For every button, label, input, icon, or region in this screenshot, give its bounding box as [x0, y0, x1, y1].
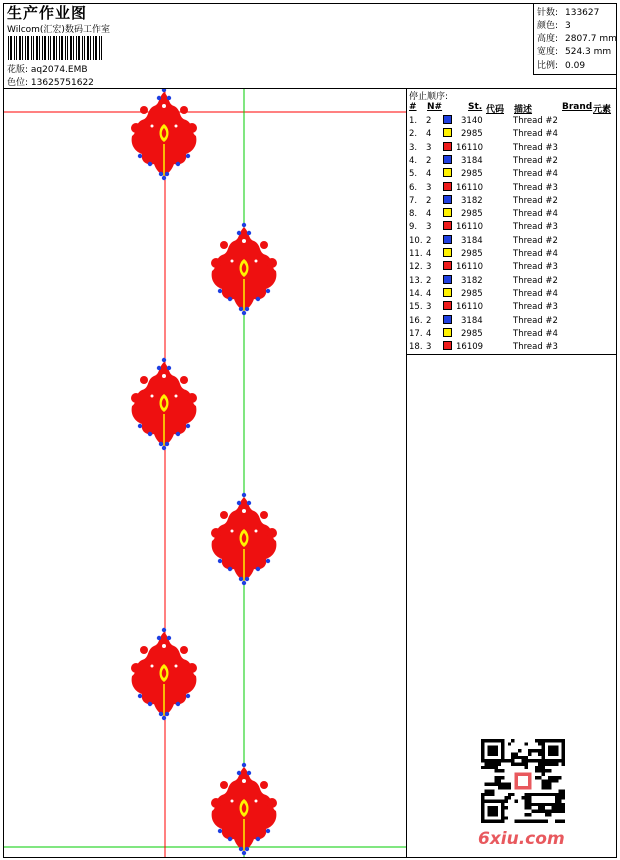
row-desc: Thread #4 — [513, 249, 558, 259]
row-needle: 2 — [426, 315, 432, 326]
row-desc: Thread #4 — [513, 169, 558, 180]
design-canvas — [4, 89, 406, 857]
sequence-row — [408, 315, 608, 328]
row-desc: Thread #2 — [513, 235, 558, 246]
col-index-header: # — [409, 102, 417, 112]
sequence-bottom-divider — [406, 354, 617, 355]
row-code: 2985 — [461, 288, 483, 299]
row-index: 3. — [409, 142, 418, 153]
watermark: 6xiu.com — [478, 829, 565, 849]
stat-stitches — [537, 5, 617, 18]
row-needle: 4 — [426, 209, 432, 220]
row-needle: 3 — [426, 302, 432, 313]
thread-swatch — [443, 341, 452, 350]
stat-value: 524.3 mm — [565, 47, 612, 57]
row-code: 2985 — [461, 249, 483, 259]
row-desc: Thread #2 — [513, 195, 558, 206]
row-index: 5. — [409, 169, 418, 180]
stat-width — [537, 44, 617, 57]
file-value: aq2074.EMB — [30, 65, 88, 75]
row-index: 15. — [409, 302, 423, 313]
row-needle: 3 — [426, 342, 432, 353]
sequence-row — [408, 168, 608, 181]
row-code: 3140 — [461, 116, 483, 126]
row-needle: 3 — [426, 262, 432, 273]
row-index: 6. — [409, 182, 418, 193]
row-index: 7. — [409, 195, 418, 206]
stat-value: 3 — [565, 21, 571, 31]
page-title: 生产作业图 — [7, 4, 88, 22]
col-desc-header: 描述 — [514, 105, 533, 115]
sequence-row — [408, 182, 608, 195]
sequence-row — [408, 261, 608, 274]
color-label: 色位: — [7, 78, 29, 88]
stat-label: 宽度: — [537, 47, 559, 57]
damask-motif — [211, 223, 277, 315]
row-code: 2985 — [461, 129, 483, 140]
sequence-row — [408, 235, 608, 248]
row-code: 3184 — [461, 315, 483, 326]
row-needle: 2 — [426, 116, 432, 126]
row-index: 4. — [409, 155, 418, 166]
row-desc: Thread #3 — [513, 262, 558, 273]
sequence-title: 停止顺序: — [409, 92, 449, 102]
sequence-row — [408, 115, 608, 128]
thread-swatch — [443, 275, 452, 284]
row-desc: Thread #2 — [513, 315, 558, 326]
row-code: 16110 — [456, 302, 484, 313]
stat-height — [537, 31, 617, 44]
row-desc: Thread #2 — [513, 116, 558, 126]
row-desc: Thread #4 — [513, 288, 558, 299]
row-needle: 3 — [426, 182, 432, 193]
thread-swatch — [443, 261, 452, 270]
stat-value: 133627 — [565, 8, 600, 18]
thread-swatch — [443, 195, 452, 204]
row-needle: 3 — [426, 142, 432, 153]
row-index: 13. — [409, 275, 423, 286]
color-value: 13625751622 — [30, 78, 94, 88]
damask-motif — [131, 628, 197, 720]
row-code: 16110 — [456, 222, 484, 233]
row-needle: 3 — [426, 222, 432, 233]
row-code: 3182 — [461, 275, 483, 286]
thread-swatch — [443, 142, 452, 151]
row-index: 10. — [409, 235, 423, 246]
thread-swatch — [443, 128, 452, 137]
color-info — [7, 75, 94, 88]
col-n-header: N# — [427, 102, 443, 112]
panel-divider — [406, 88, 407, 858]
row-code: 2985 — [461, 169, 483, 180]
row-code: 3184 — [461, 235, 483, 246]
row-desc: Thread #3 — [513, 222, 558, 233]
row-needle: 2 — [426, 195, 432, 206]
row-code: 2985 — [461, 328, 483, 339]
sequence-row — [408, 275, 608, 288]
sequence-row — [408, 128, 608, 141]
stat-label: 颜色: — [537, 21, 559, 31]
row-code: 16109 — [456, 342, 484, 353]
row-code: 2985 — [461, 209, 483, 220]
stat-label: 高度: — [537, 34, 559, 44]
row-code: 16110 — [456, 142, 484, 153]
row-index: 11. — [409, 249, 423, 259]
sequence-row — [408, 341, 608, 354]
thread-swatch — [443, 235, 452, 244]
damask-motif — [211, 493, 277, 585]
sequence-row — [408, 301, 608, 314]
thread-swatch — [443, 155, 452, 164]
stat-label: 比例: — [537, 61, 559, 71]
file-info — [7, 62, 88, 75]
row-needle: 4 — [426, 249, 432, 259]
row-index: 2. — [409, 129, 418, 140]
row-code: 16110 — [456, 182, 484, 193]
row-index: 14. — [409, 288, 423, 299]
thread-swatch — [443, 301, 452, 310]
thread-swatch — [443, 208, 452, 217]
row-desc: Thread #3 — [513, 302, 558, 313]
row-desc: Thread #4 — [513, 129, 558, 140]
row-needle: 4 — [426, 169, 432, 180]
sequence-row — [408, 155, 608, 168]
col-elem-header: 元素 — [593, 105, 612, 115]
row-desc: Thread #2 — [513, 155, 558, 166]
row-desc: Thread #3 — [513, 342, 558, 353]
row-code: 3182 — [461, 195, 483, 206]
sequence-row — [408, 248, 608, 261]
row-index: 16. — [409, 315, 423, 326]
damask-motif — [131, 358, 197, 450]
sequence-row — [408, 142, 608, 155]
thread-swatch — [443, 328, 452, 337]
row-index: 17. — [409, 328, 423, 339]
col-brand-header: Brand — [562, 102, 593, 112]
sequence-row — [408, 221, 608, 234]
stat-colors — [537, 18, 617, 31]
col-code-header: 代码 — [486, 105, 505, 115]
sequence-row — [408, 328, 608, 341]
row-needle: 4 — [426, 328, 432, 339]
row-index: 12. — [409, 262, 423, 273]
row-index: 18. — [409, 342, 423, 353]
row-needle: 4 — [426, 288, 432, 299]
row-desc: Thread #4 — [513, 328, 558, 339]
thread-swatch — [443, 221, 452, 230]
sequence-row — [408, 208, 608, 221]
thread-swatch — [443, 182, 452, 191]
stat-value: 0.09 — [565, 61, 586, 71]
studio-name: Wilcom(汇宏)数码工作室 — [7, 25, 110, 35]
col-st-header: St. — [468, 102, 483, 112]
sequence-row — [408, 288, 608, 301]
row-needle: 4 — [426, 129, 432, 140]
thread-swatch — [443, 248, 452, 257]
file-label: 花版: — [7, 65, 29, 75]
row-index: 1. — [409, 116, 418, 126]
damask-motif — [131, 89, 197, 180]
row-desc: Thread #3 — [513, 142, 558, 153]
sequence-row — [408, 195, 608, 208]
stat-value: 2807.7 mm — [565, 34, 617, 44]
row-needle: 2 — [426, 235, 432, 246]
damask-motif — [211, 763, 277, 855]
row-needle: 2 — [426, 155, 432, 166]
thread-swatch — [443, 288, 452, 297]
row-code: 3184 — [461, 155, 483, 166]
stat-label: 针数: — [537, 8, 559, 18]
thread-swatch — [443, 168, 452, 177]
row-index: 9. — [409, 222, 418, 233]
row-code: 16110 — [456, 262, 484, 273]
row-index: 8. — [409, 209, 418, 220]
thread-swatch — [443, 115, 452, 124]
qr-code — [481, 739, 565, 823]
barcode — [8, 36, 104, 60]
stat-scale — [537, 58, 617, 71]
row-desc: Thread #2 — [513, 275, 558, 286]
thread-swatch — [443, 315, 452, 324]
row-desc: Thread #3 — [513, 182, 558, 193]
row-desc: Thread #4 — [513, 209, 558, 220]
row-needle: 2 — [426, 275, 432, 286]
